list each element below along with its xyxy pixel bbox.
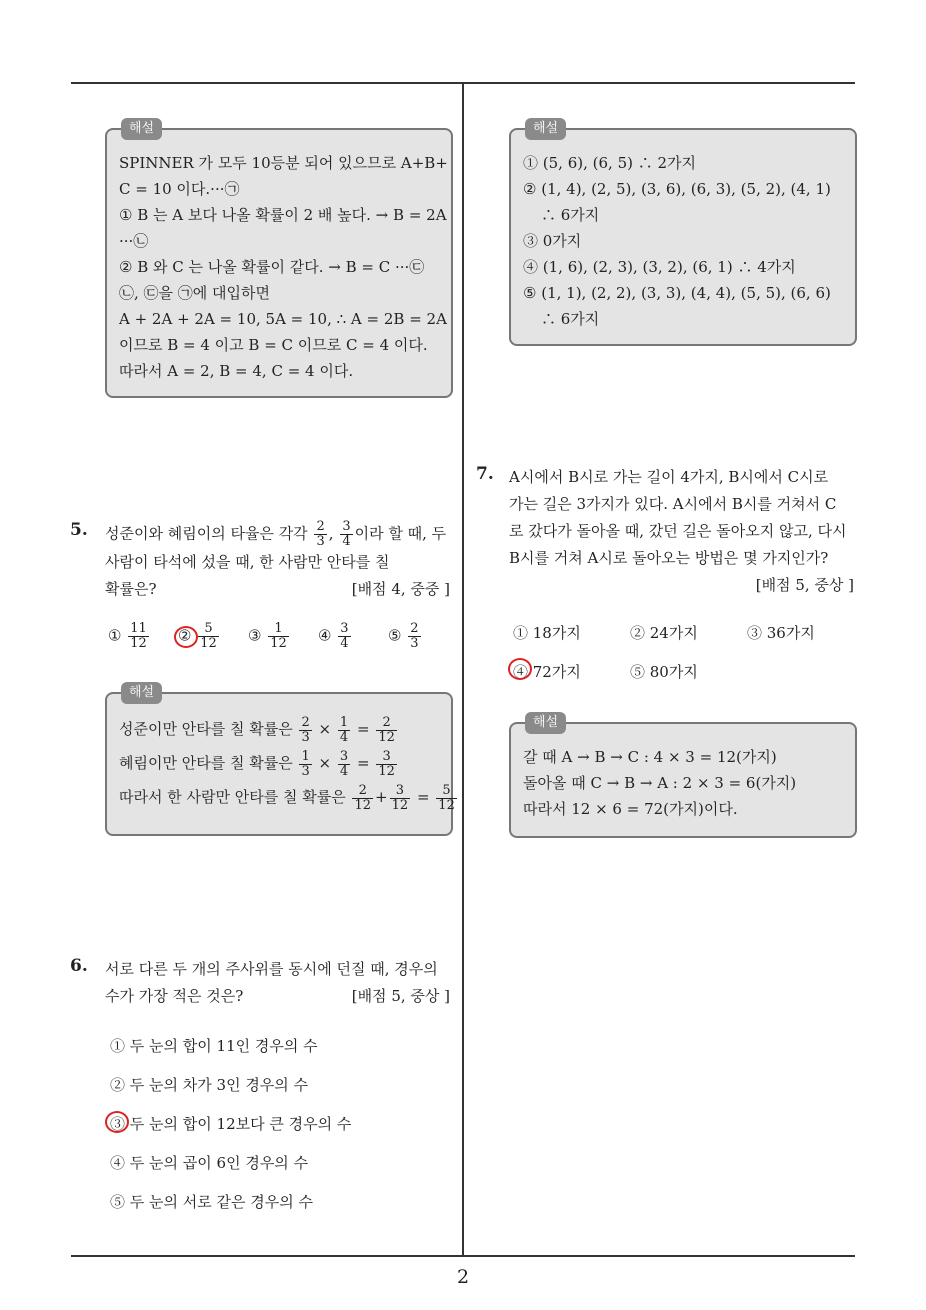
solution-line: A + 2A + 2A = 10, 5A = 10, ∴ A = 2B = 2A xyxy=(119,310,447,328)
choice-2[interactable]: ② $\frac{5}{12}$ xyxy=(178,621,217,651)
choice-5[interactable]: ⑤ 80가지 xyxy=(630,663,698,681)
choice-2[interactable]: ② 24가지 xyxy=(630,624,698,642)
solution-line: 이므로 B = 4 이고 B = C 이므로 C = 4 이다. xyxy=(119,336,428,354)
solution-box-q6 xyxy=(509,121,857,346)
choice-1[interactable]: ① 두 눈의 합이 11인 경우의 수 xyxy=(110,1037,318,1055)
answer-circle xyxy=(105,1111,129,1133)
fraction: $\frac{2}{3}$ xyxy=(316,519,325,549)
choice-1[interactable]: ① 18가지 xyxy=(513,624,581,642)
q7-text-line: 가는 길은 3가지가 있다. A시에서 B시를 거쳐서 C xyxy=(509,495,837,513)
solution-line: 혜림이만 안타를 칠 확률은 $\frac{1}{3}$ × $\frac{3}{4}$ = $\frac{3}{12}$ xyxy=(119,748,395,779)
q7-text-line: 로 갔다가 돌아올 때, 갔던 길은 돌아오지 않고, 다시 xyxy=(509,522,847,540)
bottom-rule xyxy=(71,1255,855,1257)
question-5-text: 성준이와 혜림이의 타율은 각각 $\frac{2}{3}$ , $\frac{3}{4}$ 이라 할 때, 두 사람이 타석에 섰을 때, 한 사람만 안타를 칠 확률은? [배점 4, 중중 ] xyxy=(105,520,450,603)
solution-line: ···㉡ xyxy=(119,232,149,250)
question-6-text xyxy=(105,956,450,1010)
fraction: $\frac{3}{4}$ xyxy=(342,519,351,549)
choice-4[interactable]: ④ $\frac{3}{4}$ xyxy=(318,621,349,651)
solution-box-q5 xyxy=(105,685,455,836)
solution-line: 따라서 12 × 6 = 72(가지)이다. xyxy=(523,800,738,818)
q7-text-line: A시에서 B시로 가는 길이 4가지, B시에서 C시로 xyxy=(509,468,829,486)
solution-tag: 해설 xyxy=(525,712,566,734)
solution-line: ① (5, 6), (6, 5) ∴ 2가지 xyxy=(523,154,697,172)
solution-line: 따라서 한 사람만 안타를 칠 확률은 $\frac{2}{12}$ + $\frac{3}{12}$ = $\frac{5}{12}$ xyxy=(119,782,455,813)
solution-tag: 해설 xyxy=(525,118,566,140)
q5-text-line: 사람이 타석에 섰을 때, 한 사람만 안타를 칠 xyxy=(105,553,390,571)
choice-3[interactable]: ③ 두 눈의 합이 12보다 큰 경우의 수 xyxy=(110,1115,352,1133)
question-number-7: 7. xyxy=(476,464,494,484)
question-7-text xyxy=(509,464,854,599)
solution-line: ⑤ (1, 1), (2, 2), (3, 3), (4, 4), (5, 5), (6, 6) xyxy=(523,284,831,302)
q5-text-part: 성준이와 혜림이의 타율은 각각 xyxy=(105,524,308,543)
solution-line: SPINNER 가 모두 10등분 되어 있으므로 A+B+ xyxy=(119,154,448,172)
question-number-5: 5. xyxy=(70,520,88,540)
q7-score: [배점 5, 중상 ] xyxy=(755,576,854,594)
choice-5[interactable]: ⑤ 두 눈의 서로 같은 경우의 수 xyxy=(110,1193,313,1211)
choice-1[interactable]: ① $\frac{11}{12}$ xyxy=(108,621,147,651)
choice-3[interactable]: ③ $\frac{1}{12}$ xyxy=(248,621,287,651)
solution-line: 따라서 A = 2, B = 4, C = 4 이다. xyxy=(119,362,354,380)
solution-line: 성준이만 안타를 칠 확률은 $\frac{2}{3}$ × $\frac{1}{4}$ = $\frac{2}{12}$ xyxy=(119,714,395,745)
solution-line: ② B 와 C 는 나올 확률이 같다. → B = C ···㉢ xyxy=(119,258,425,276)
answer-circle xyxy=(508,658,532,680)
page-number: 2 xyxy=(456,1266,470,1288)
choice-5[interactable]: ⑤ $\frac{2}{3}$ xyxy=(388,621,419,651)
question-number-6: 6. xyxy=(70,956,88,976)
q6-score: [배점 5, 중상 ] xyxy=(351,987,450,1005)
q6-text-line: 서로 다른 두 개의 주사위를 동시에 던질 때, 경우의 xyxy=(105,960,438,978)
solution-line: C = 10 이다.···㉠ xyxy=(119,180,240,198)
solution-line: 돌아올 때 C → B → A : 2 × 3 = 6(가지) xyxy=(523,774,797,792)
choice-3[interactable]: ③ 36가지 xyxy=(747,624,815,642)
solution-tag: 해설 xyxy=(121,682,162,704)
choice-4[interactable]: ④ 72가지 xyxy=(513,663,581,681)
solution-box-q4 xyxy=(105,121,453,398)
solution-line: ③ 0가지 xyxy=(523,232,582,250)
solution-tag: 해설 xyxy=(121,118,162,140)
choice-2[interactable]: ② 두 눈의 차가 3인 경우의 수 xyxy=(110,1076,309,1094)
column-divider xyxy=(462,84,464,1256)
solution-line: ② (1, 4), (2, 5), (3, 6), (6, 3), (5, 2), (4, 1) xyxy=(523,180,831,198)
choice-4[interactable]: ④ 두 눈의 곱이 6인 경우의 수 xyxy=(110,1154,309,1172)
solution-line: ① B 는 A 보다 나올 확률이 2 배 높다. → B = 2A xyxy=(119,206,447,224)
solution-line: ④ (1, 6), (2, 3), (3, 2), (6, 1) ∴ 4가지 xyxy=(523,258,796,276)
q5-text-line: 확률은? xyxy=(105,580,157,598)
q7-text-line: B시를 거쳐 A시로 돌아오는 방법은 몇 가지인가? xyxy=(509,549,829,567)
solution-line: ∴ 6가지 xyxy=(541,206,600,224)
answer-circle xyxy=(174,626,198,648)
q5-text-part: 이라 할 때, 두 xyxy=(354,524,447,543)
solution-box-q7 xyxy=(509,715,857,838)
solution-line: 갈 때 A → B → C : 4 × 3 = 12(가지) xyxy=(523,748,777,766)
q6-text-line: 수가 가장 적은 것은? xyxy=(105,987,244,1005)
solution-line: ∴ 6가지 xyxy=(541,310,600,328)
q5-score: [배점 4, 중중 ] xyxy=(351,580,450,598)
solution-line: ㉡, ㉢을 ㉠에 대입하면 xyxy=(119,284,271,302)
